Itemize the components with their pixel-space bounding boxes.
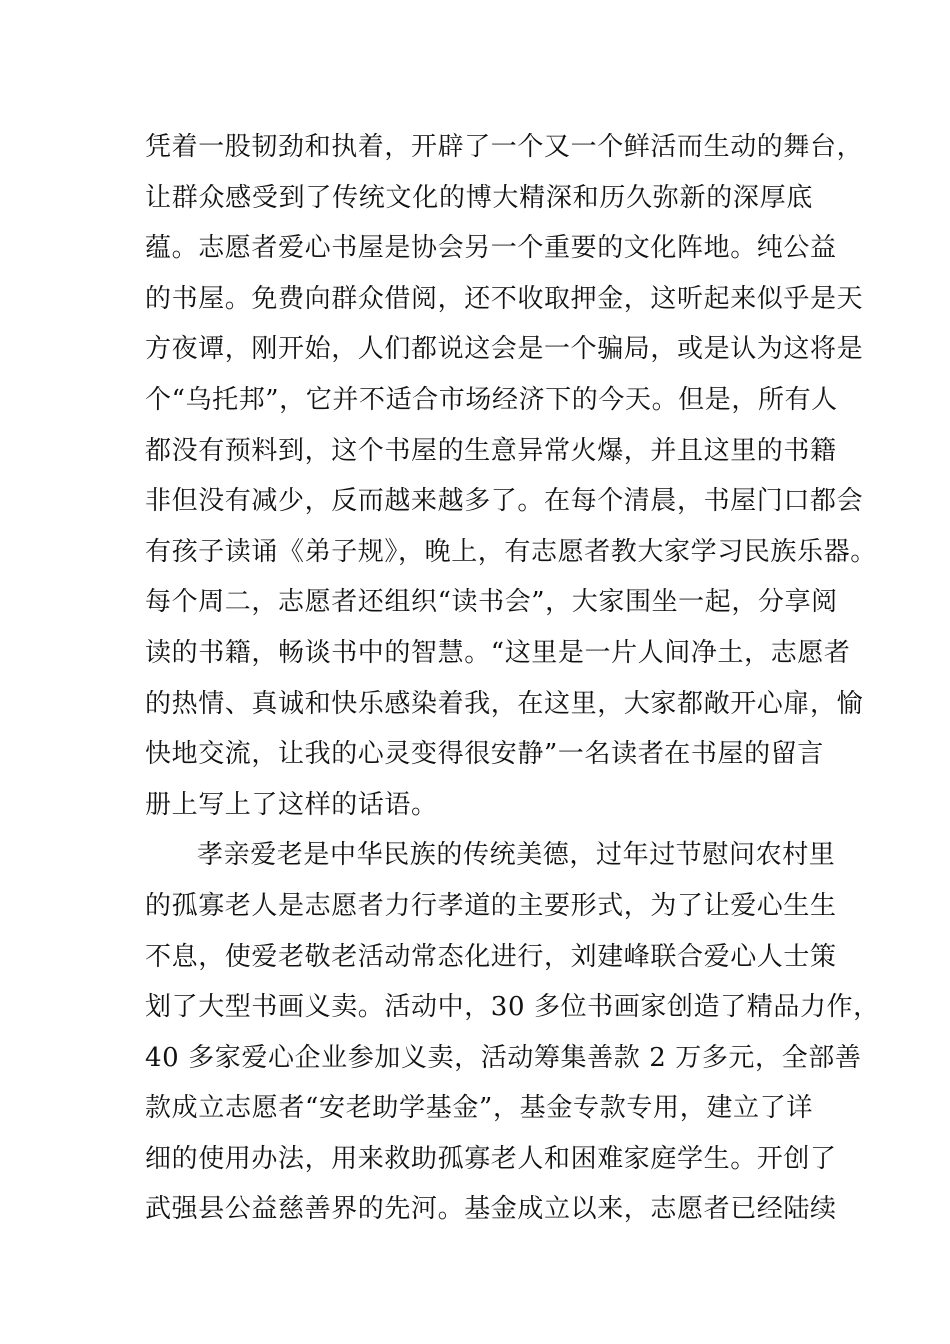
text-line: 让群众感受到了传统文化的博大精深和历久弥新的深厚底	[145, 182, 813, 213]
text-line: 非但没有减少，反而越来越多了。在每个清晨，书屋门口都会	[145, 486, 864, 517]
text-line: 细的使用办法，用来救助孤寡老人和困难家庭学生。开创了	[145, 1143, 837, 1174]
text-line: 快地交流，让我的心灵变得很安静”一名读者在书屋的留言	[145, 739, 824, 770]
paragraph-2	[145, 830, 880, 1235]
text-line: 蕴。志愿者爱心书屋是协会另一个重要的文化阵地。纯公益	[145, 233, 837, 264]
text-line: 有孩子读诵《弟子规》，晚上，有志愿者教大家学习民族乐器。	[145, 536, 877, 567]
text-line: 40 多家爱心企业参加义卖，活动筹集善款 2 万多元，全部善	[145, 1042, 862, 1073]
text-line: 划了大型书画义卖。活动中，30 多位书画家创造了精品力作，	[145, 992, 880, 1023]
paragraph-1	[145, 122, 877, 830]
text-line: 凭着一股韧劲和执着，开辟了一个又一个鲜活而生动的舞台，	[145, 132, 864, 162]
text-line: 册上写上了这样的话语。	[145, 789, 438, 820]
text-line: 不息，使爱老敬老活动常态化进行，刘建峰联合爱心人士策	[145, 941, 837, 972]
body-text	[145, 122, 880, 1235]
text-line: 读的书籍，畅谈书中的智慧。“这里是一片人间净土，志愿者	[145, 637, 851, 668]
text-line: 都没有预料到，这个书屋的生意异常火爆，并且这里的书籍	[145, 435, 837, 466]
text-line: 的热情、真诚和快乐感染着我，在这里，大家都敞开心扉，愉	[145, 688, 864, 719]
text-line: 孝亲爱老是中华民族的传统美德，过年过节慰问农村里	[197, 840, 836, 871]
text-line: 武强县公益慈善界的先河。基金成立以来，志愿者已经陆续	[145, 1194, 837, 1225]
text-line: 的书屋。免费向群众借阅，还不收取押金，这听起来似乎是天	[145, 283, 864, 314]
text-line: 的孤寡老人是志愿者力行孝道的主要形式，为了让爱心生生	[145, 890, 837, 921]
text-line: 方夜谭，刚开始，人们都说这会是一个骗局，或是认为这将是	[145, 334, 864, 365]
text-line: 个“乌托邦”，它并不适合市场经济下的今天。但是，所有人	[145, 384, 838, 415]
text-line: 款成立志愿者“安老助学基金”，基金专款专用，建立了详	[145, 1093, 813, 1124]
text-line: 每个周二，志愿者还组织“读书会”，大家围坐一起，分享阅	[145, 587, 838, 618]
